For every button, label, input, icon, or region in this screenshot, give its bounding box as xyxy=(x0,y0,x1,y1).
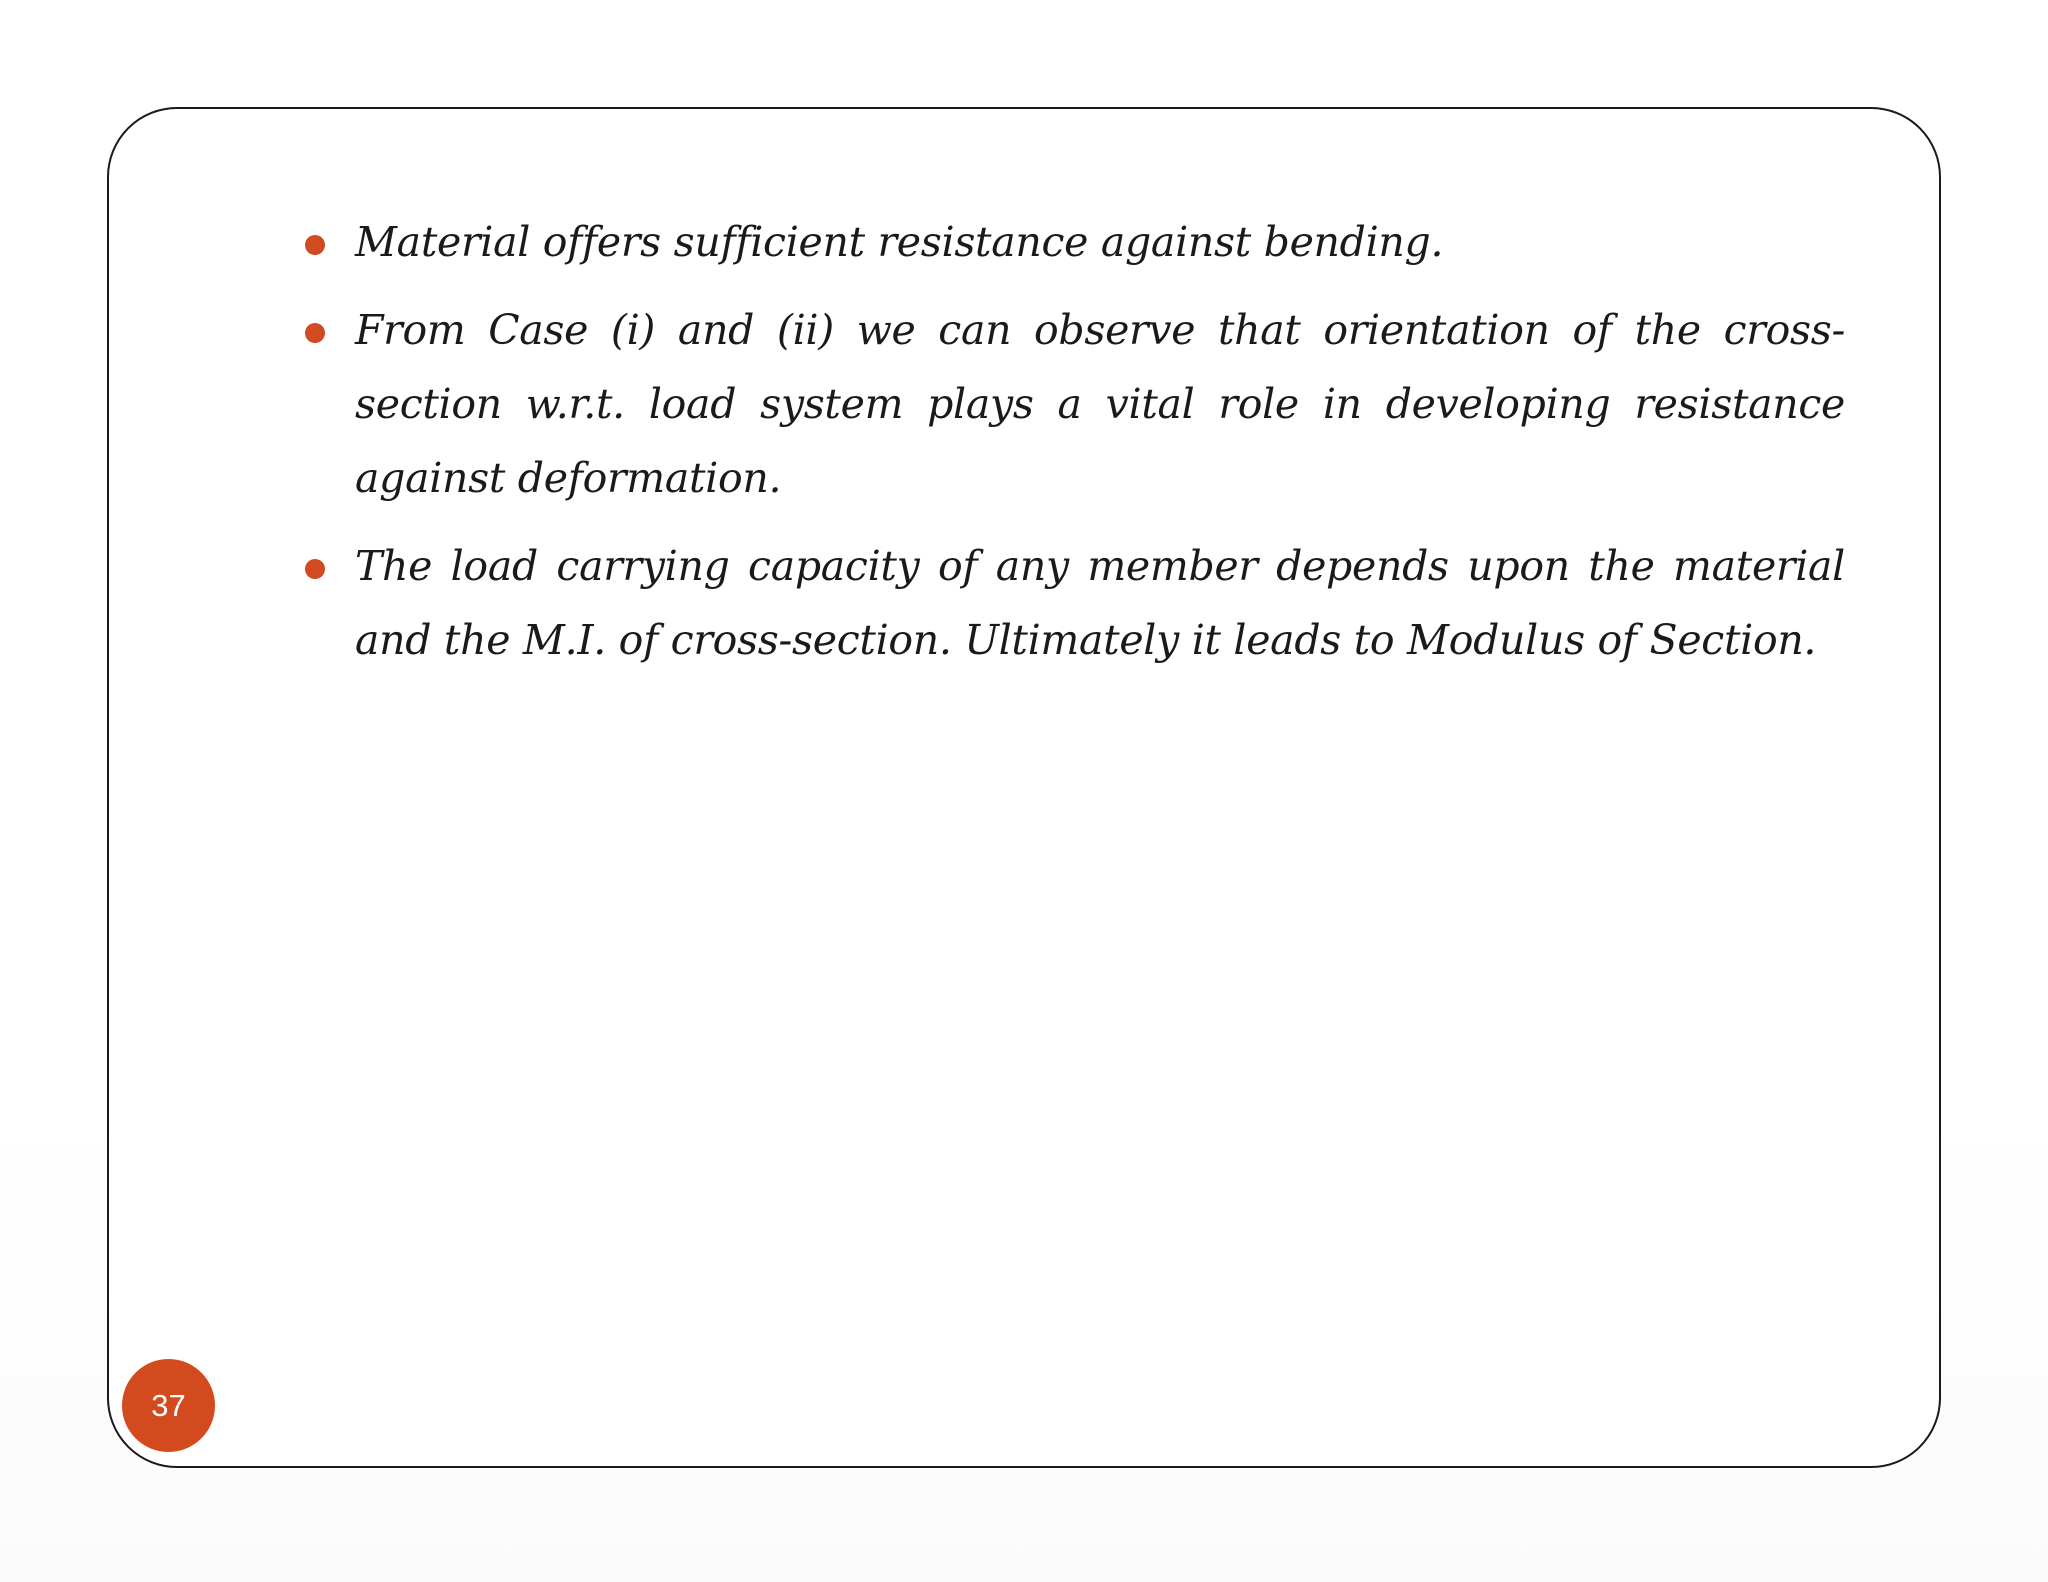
bullet-text: From Case (i) and (ii) we can observe that orientation of the cross-section w.r.t. load system plays a vital role in developing resistance against deformation. xyxy=(355,306,1845,502)
page-number: 37 xyxy=(151,1387,186,1423)
list-item xyxy=(290,205,1845,279)
bullet-icon xyxy=(305,559,325,579)
bullet-text: Material offers sufficient resistance against bending. xyxy=(355,218,1444,266)
page-number-badge xyxy=(122,1359,215,1452)
bullet-text: The load carrying capacity of any member depends upon the material and the M.I. of cross-section. Ultimately it leads to Modulus of Section. xyxy=(355,542,1845,664)
bullet-list xyxy=(290,205,1845,691)
bullet-icon xyxy=(305,235,325,255)
list-item xyxy=(290,293,1845,515)
list-item xyxy=(290,529,1845,677)
bullet-icon xyxy=(305,323,325,343)
